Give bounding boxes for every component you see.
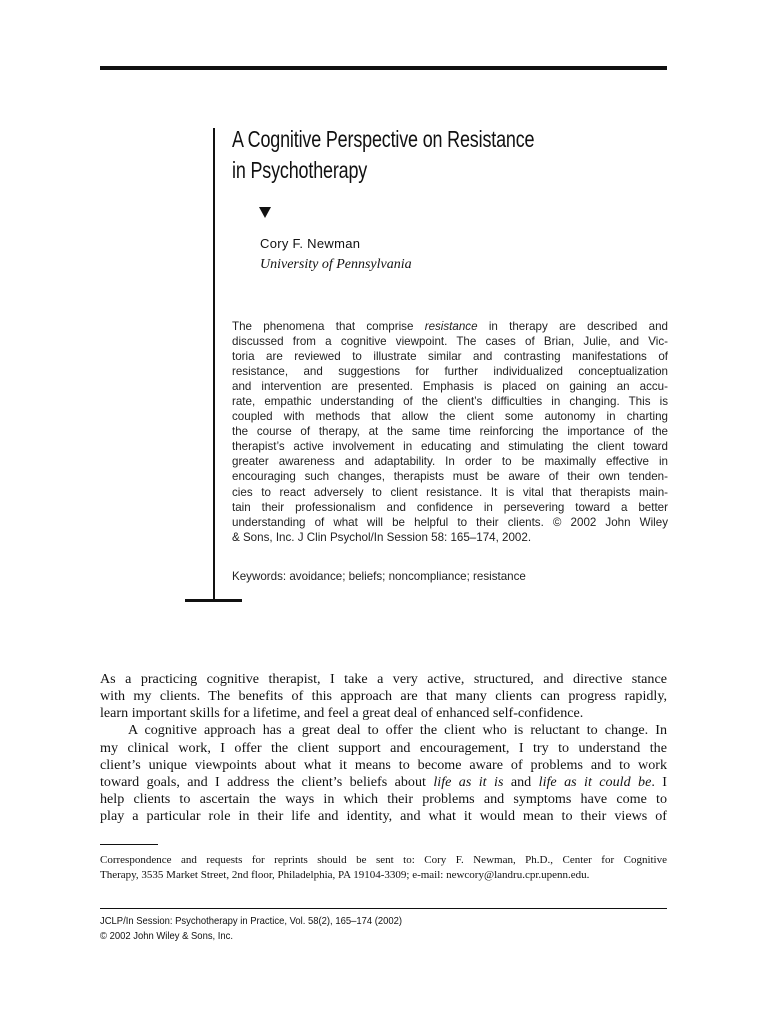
body-emphasis: life as it is <box>433 773 504 790</box>
abstract-line: tain their professionalism and confidence in persevering toward a better <box>232 500 668 514</box>
body-emphasis: life as it could be <box>538 773 652 790</box>
body-line: A cognitive approach has a great deal to offer the client who is reluctant to change. In <box>128 722 667 739</box>
article-title <box>232 124 560 186</box>
footnote-line: Therapy, 3535 Market Street, 2nd floor, Philadelphia, PA 19104-3309; e-mail: newcory@landru.cpr.upenn.edu. <box>100 868 590 881</box>
journal-citation <box>100 914 402 943</box>
abstract-emphasis: resistance <box>424 320 478 333</box>
abstract-line: understanding of what will be helpful to their clients. © 2002 John Wiley <box>232 515 668 529</box>
copyright-line: © 2002 John Wiley & Sons, Inc. <box>100 929 234 942</box>
body-line: my clinical work, I offer the client support and encouragement, I try to understand the <box>100 739 667 756</box>
author-name: Cory F. Newman <box>260 236 361 251</box>
triangle-ornament-icon <box>259 207 271 218</box>
abstract-line: the course of therapy, at the same time reinforcing the importance of the <box>232 425 668 439</box>
abstract <box>232 319 668 545</box>
body-line: help clients to ascertain the ways in which their problems and symptoms have come to <box>100 791 667 808</box>
body-line: learn important skills for a lifetime, and feel a great deal of enhanced self-confidence. <box>100 705 584 722</box>
abstract-line: & Sons, Inc. J Clin Psychol/In Session 58: 165–174, 2002. <box>232 530 532 544</box>
body-line: with my clients. The benefits of this approach are that many clients can progress rapidly, <box>100 688 667 705</box>
abstract-line: resistance, and suggestions for further individualized conceptualization <box>232 365 668 379</box>
body-line: As a practicing cognitive therapist, I take a very active, structured, and directive stance <box>100 671 667 687</box>
abstract-line: discussed from a cognitive viewpoint. The cases of Brian, Julie, and Vic- <box>232 335 668 349</box>
footnote <box>100 853 667 882</box>
abstract-line: and intervention are presented. Emphasis is placed on gaining an accu- <box>232 380 668 394</box>
abstract-text: in therapy are described and <box>477 320 668 333</box>
author-affiliation: University of Pennsylvania <box>260 257 412 272</box>
abstract-text: The phenomena that comprise <box>232 320 425 333</box>
title-line-2: in Psychotherapy <box>232 157 368 183</box>
body-line <box>100 774 667 791</box>
abstract-line: toria are reviewed to illustrate similar and contrasting manifestations of <box>232 350 668 364</box>
abstract-line: cies to react adversely to client resistance. It is vital that therapists main- <box>232 485 668 499</box>
body-text <box>100 671 667 825</box>
title-line-1: A Cognitive Perspective on Resistance <box>232 126 535 152</box>
body-text-span: toward goals, and I address the client’s beliefs about <box>100 773 434 790</box>
abstract-line: therapist’s active involvement in educating and stimulating the client toward <box>232 440 668 454</box>
vertical-rule <box>213 128 215 602</box>
body-text-span: and <box>503 773 539 790</box>
abstract-line: coupled with methods that allow the client some autonomy in charting <box>232 410 668 424</box>
body-line: client’s unique viewpoints about what it means to become aware of problems and to work <box>100 756 667 773</box>
abstract-line <box>232 319 668 334</box>
top-rule <box>100 66 667 70</box>
abstract-line: greater awareness and adaptability. In order to be maximally effective in <box>232 455 668 469</box>
abstract-line: rate, empathic understanding of the client’s difficulties in changing. This is <box>232 395 668 409</box>
journal-line: JCLP/In Session: Psychotherapy in Practice, Vol. 58(2), 165–174 (2002) <box>100 915 403 927</box>
abstract-line: encouraging such changes, therapists must be aware of their own tenden- <box>232 470 668 484</box>
bottom-rule <box>100 908 667 909</box>
footnote-line: Correspondence and requests for reprints should be sent to: Cory F. Newman, Ph.D., Center for Cognitive <box>100 854 667 866</box>
footnote-rule <box>100 844 158 845</box>
body-line: play a particular role in their life and identity, and what it would mean to their views of <box>100 808 667 825</box>
keywords: Keywords: avoidance; beliefs; noncompliance; resistance <box>232 570 526 583</box>
abstract-end-bar <box>185 599 242 602</box>
body-text-span: . I <box>651 773 668 790</box>
